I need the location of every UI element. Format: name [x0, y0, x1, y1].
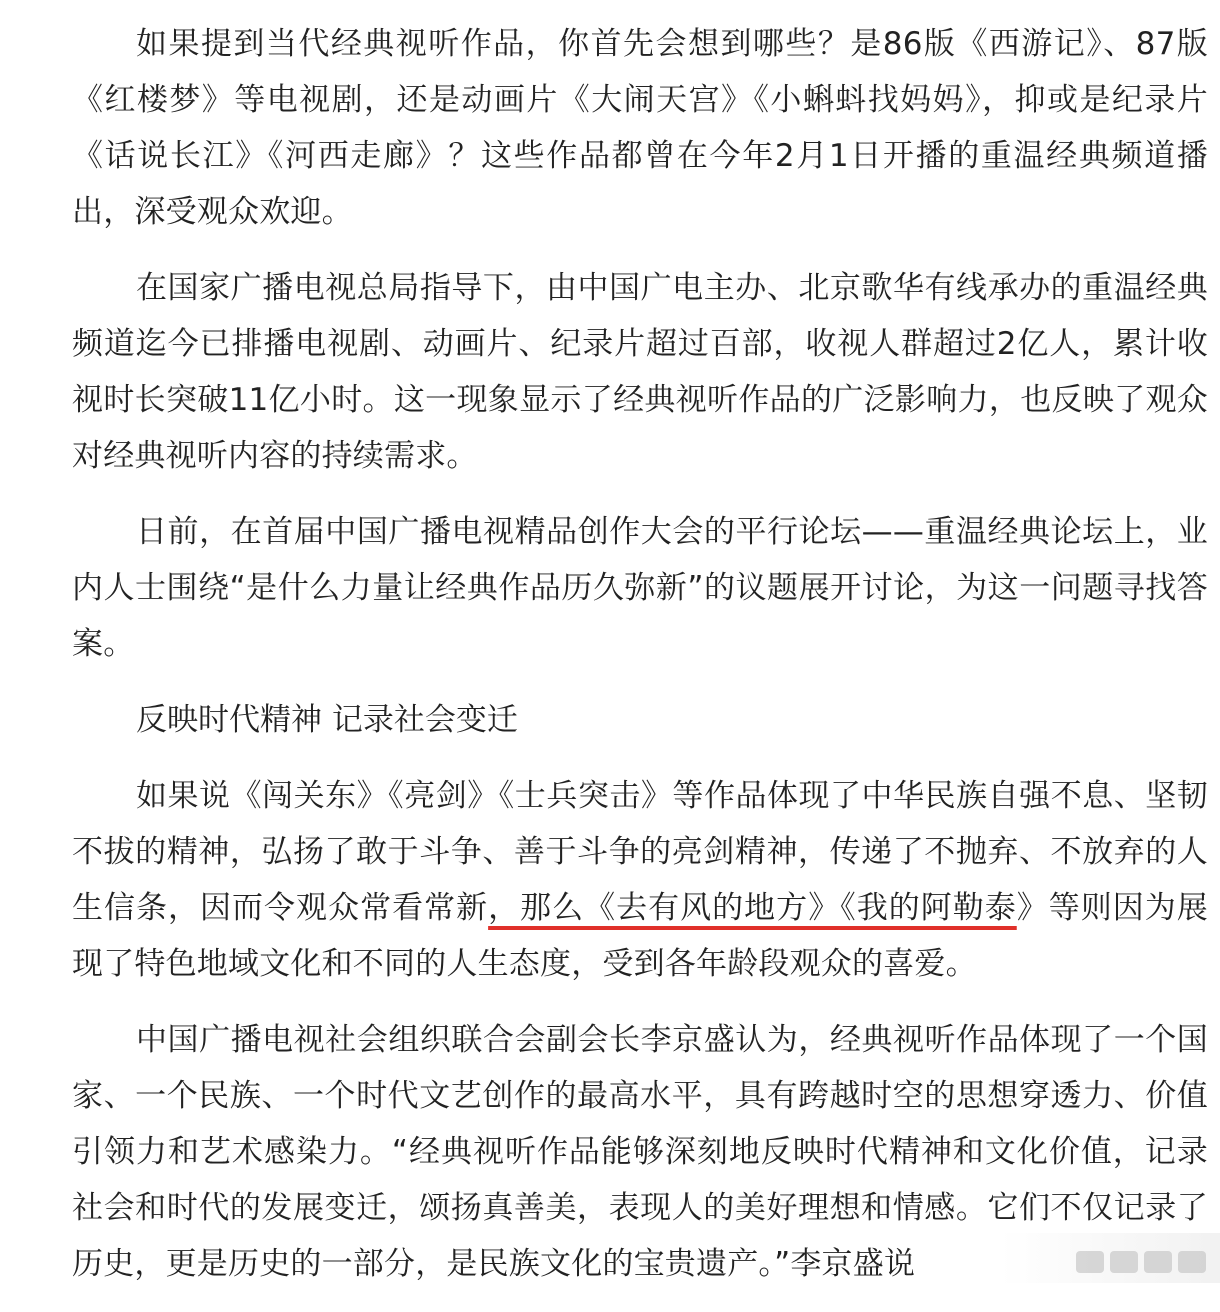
paragraph-4-start: 如果说《闯关东》《亮剑》《士兵突击》等作品体现了中华民族自强不息、坚韧不拔的精神，弘扬了敢于斗争、善于斗争的亮剑精神，传递了不抛弃、不放弃的人生信条，因而令观众常看常新	[72, 778, 1208, 926]
watermark-block-icon	[1110, 1251, 1138, 1273]
watermark	[1076, 1251, 1206, 1273]
paragraph-4-end: 》等则因为展现了特色地域文化和不同的人生态度，受到各年龄段观众的喜爱。	[72, 890, 1208, 982]
paragraph-3: 日前，在首届中国广播电视精品创作大会的平行论坛——重温经典论坛上，业内人士围绕“是什么力量让经典作品历久弥新”的议题展开讨论，为这一问题寻找答案。	[72, 514, 1208, 662]
watermark-block-icon	[1076, 1251, 1104, 1273]
paragraph-1: 如果提到当代经典视听作品，你首先会想到哪些？是86版《西游记》、87版《红楼梦》等电视剧，还是动画片《大闹天宫》《小蝌蚪找妈妈》，抑或是纪录片《话说长江》《河西走廊》？这些作品都曾在今年2月1日开播的重温经典频道播出，深受观众欢迎。	[72, 26, 1208, 230]
paragraph-4	[72, 768, 1208, 992]
watermark-block-icon	[1144, 1251, 1172, 1273]
paragraph-5: 中国广播电视社会组织联合会副会长李京盛认为，经典视听作品体现了一个国家、一个民族、一个时代文艺创作的最高水平，具有跨越时空的思想穿透力、价值引领力和艺术感染力。“经典视听作品能够深刻地反映时代精神和文化价值，记录社会和时代的发展变迁，颂扬真善美，表现人的美好理想和情感。它们不仅记录了历史，更是历史的一部分，是民族文化的宝贵遗产。”李京盛说	[72, 1022, 1208, 1282]
paragraph-2: 在国家广播电视总局指导下，由中国广电主办、北京歌华有线承办的重温经典频道迄今已排播电视剧、动画片、纪录片超过百部，收视人群超过2亿人，累计收视时长突破11亿小时。这一现象显示了经典视听作品的广泛影响力，也反映了观众对经典视听内容的持续需求。	[72, 270, 1208, 474]
underlined-highlight: ，那么《去有风的地方》《我的阿勒泰	[488, 890, 1017, 926]
article-body	[72, 16, 1208, 1312]
watermark-block-icon	[1178, 1251, 1206, 1273]
section-heading: 反映时代精神 记录社会变迁	[136, 702, 518, 738]
